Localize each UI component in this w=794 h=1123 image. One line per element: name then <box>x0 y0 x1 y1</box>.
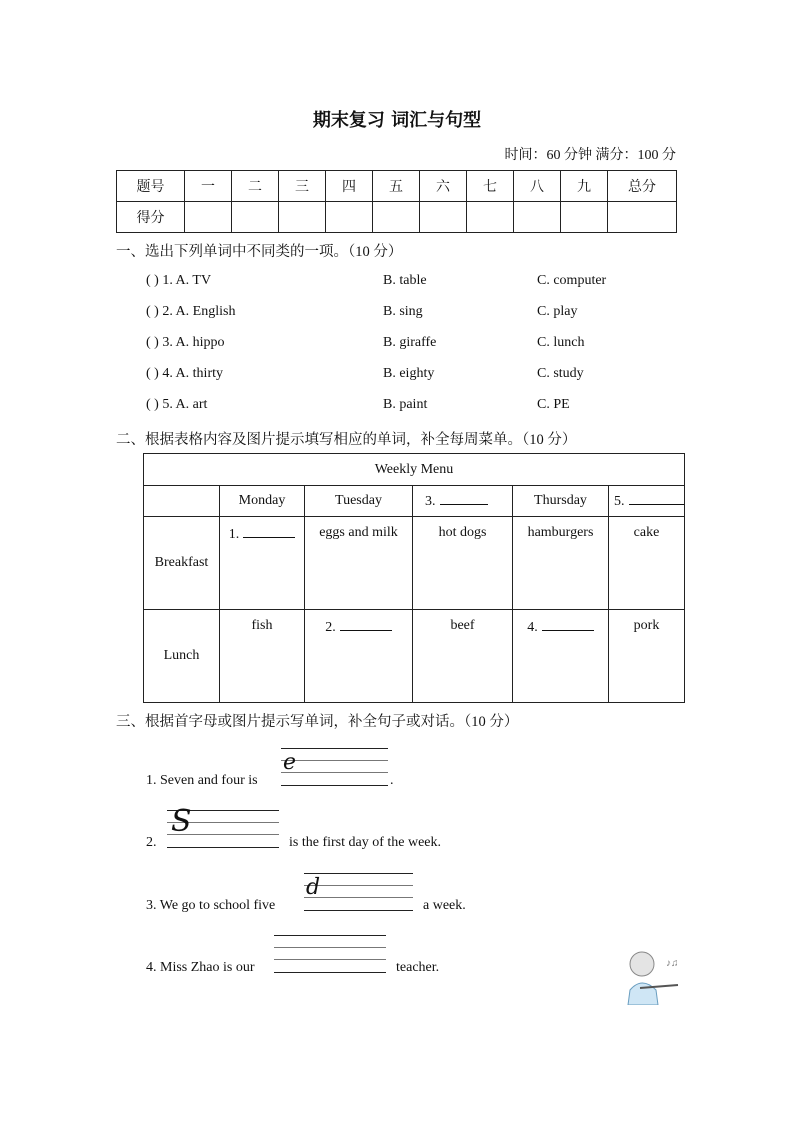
score-table <box>116 170 677 233</box>
score-input[interactable] <box>514 202 561 233</box>
score-cell: 七 <box>467 171 514 202</box>
svg-text:♪♫: ♪♫ <box>666 958 679 969</box>
option-b: B. table <box>383 273 427 288</box>
menu-cell <box>513 517 609 610</box>
menu-cell <box>609 517 685 610</box>
day-thursday: Thursday <box>513 486 609 517</box>
score-input[interactable] <box>420 202 467 233</box>
answer-blank[interactable] <box>243 525 295 538</box>
hint-letter: S <box>171 804 192 839</box>
blank-number: 4. <box>527 620 538 635</box>
blank-number: 2. <box>325 620 336 635</box>
option-b: B. sing <box>383 304 423 319</box>
sentence-end: teacher. <box>396 960 440 975</box>
menu-cell <box>609 610 685 703</box>
score-input[interactable] <box>232 202 279 233</box>
score-cell: 五 <box>373 171 420 202</box>
answer-paren[interactable] <box>146 395 186 415</box>
menu-title: Weekly Menu <box>144 454 685 486</box>
score-cell: 四 <box>326 171 373 202</box>
food-label: fish <box>251 618 273 633</box>
section3-heading: 三、根据首字母或图片提示写单词，补全句子或对话。（10 分） <box>116 714 519 730</box>
answer-blank[interactable] <box>542 618 594 631</box>
menu-cell <box>413 610 513 703</box>
answer-blank[interactable] <box>340 618 392 631</box>
score-cell: 八 <box>514 171 561 202</box>
option-c: C. study <box>537 366 584 381</box>
day-blank-5 <box>609 486 685 517</box>
score-input[interactable] <box>326 202 373 233</box>
answer-blank[interactable] <box>440 492 488 505</box>
blank-number: 3. <box>425 494 436 509</box>
option-b: B. eighty <box>383 366 435 381</box>
score-cell: 三 <box>279 171 326 202</box>
meal-label: Lunch <box>144 610 220 703</box>
score-cell: 二 <box>232 171 279 202</box>
menu-cell <box>413 517 513 610</box>
menu-corner <box>144 486 220 517</box>
four-line-writing-grid[interactable] <box>281 748 388 786</box>
blank-number: 1. <box>228 527 240 542</box>
sentence-end: a week. <box>423 898 466 913</box>
food-label: pork <box>633 618 660 633</box>
weekly-menu-table <box>143 453 685 703</box>
score-cell: 题号 <box>117 171 185 202</box>
menu-cell <box>305 610 413 703</box>
section1-heading: 一、选出下列单词中不同类的一项。（10 分） <box>116 244 403 260</box>
sentence-end: . <box>390 773 394 788</box>
blank-number: 5. <box>614 494 625 509</box>
answer-paren[interactable] <box>146 333 186 353</box>
menu-cell <box>220 610 305 703</box>
food-label: hamburgers <box>527 525 594 540</box>
score-input[interactable] <box>279 202 326 233</box>
exam-meta: 时间：60 分钟 满分：100 分 <box>504 148 676 163</box>
score-label: 得分 <box>117 202 185 233</box>
answer-paren[interactable] <box>146 271 186 291</box>
option-c: C. lunch <box>537 335 585 350</box>
four-line-writing-grid[interactable] <box>167 804 279 848</box>
sentence-end: is the first day of the week. <box>289 835 442 850</box>
answer-paren[interactable] <box>146 302 186 322</box>
answer-blank[interactable] <box>629 492 684 505</box>
question-stem: ( ) 1. A. TV <box>146 273 212 288</box>
question-stem: ( ) 5. A. art <box>146 397 208 412</box>
food-label: eggs and milk <box>319 525 398 540</box>
score-cell: 一 <box>185 171 232 202</box>
menu-cell <box>305 517 413 610</box>
sentence-start: 2. <box>146 835 157 850</box>
score-cell: 六 <box>420 171 467 202</box>
score-input[interactable] <box>608 202 677 233</box>
score-header-row <box>117 171 677 202</box>
option-c: C. play <box>537 304 578 319</box>
four-line-writing-grid[interactable] <box>304 873 413 911</box>
answer-paren[interactable] <box>146 364 186 384</box>
option-b: B. paint <box>383 397 428 412</box>
question-stem: ( ) 3. A. hippo <box>146 335 225 350</box>
hint-letter: e <box>283 750 297 775</box>
score-input-row <box>117 202 677 233</box>
question-stem: ( ) 2. A. English <box>146 304 236 319</box>
hint-letter: d <box>306 875 321 900</box>
score-cell: 九 <box>561 171 608 202</box>
score-input[interactable] <box>185 202 232 233</box>
day-tuesday: Tuesday <box>305 486 413 517</box>
menu-cell <box>513 610 609 703</box>
score-input[interactable] <box>467 202 514 233</box>
option-c: C. PE <box>537 397 570 412</box>
section2-heading: 二、根据表格内容及图片提示填写相应的单词，补全每周菜单。（10 分） <box>116 432 577 448</box>
score-cell: 总分 <box>608 171 677 202</box>
four-line-writing-grid[interactable] <box>274 935 386 973</box>
sentence-start: 1. Seven and four is <box>146 773 258 788</box>
option-b: B. giraffe <box>383 335 437 350</box>
sentence-start: 3. We go to school five <box>146 898 276 913</box>
score-input[interactable] <box>561 202 608 233</box>
score-input[interactable] <box>373 202 420 233</box>
page-title: 期末复习 词汇与句型 <box>312 110 482 131</box>
girl-violin-illustration <box>620 950 682 1005</box>
menu-cell <box>220 517 305 610</box>
food-label: beef <box>450 618 475 633</box>
food-label: cake <box>633 525 660 540</box>
day-blank-3 <box>413 486 513 517</box>
option-c: C. computer <box>537 273 607 288</box>
day-monday: Monday <box>220 486 305 517</box>
question-stem: ( ) 4. A. thirty <box>146 366 223 381</box>
meal-label: Breakfast <box>144 517 220 610</box>
sentence-start: 4. Miss Zhao is our <box>146 960 255 975</box>
food-label: hot dogs <box>438 525 487 540</box>
